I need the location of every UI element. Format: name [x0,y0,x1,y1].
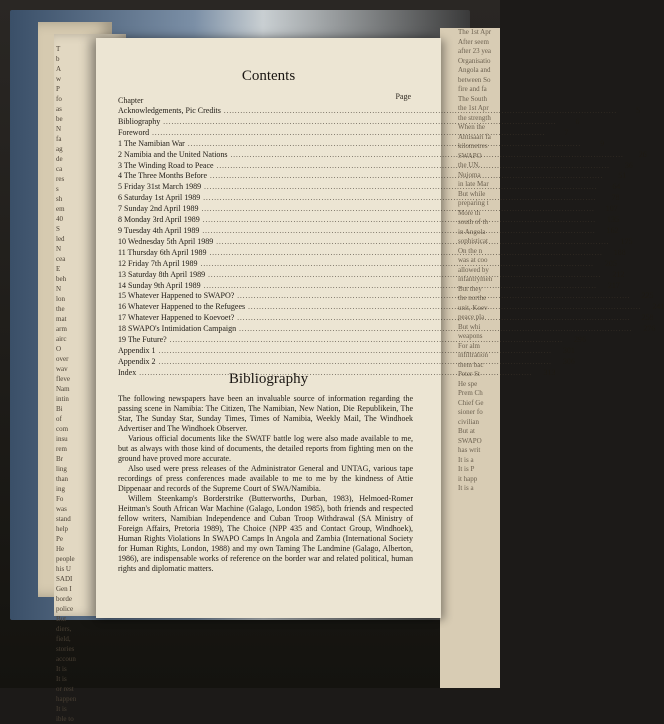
edge-text-line: after 23 yea [458,47,492,55]
edge-text-line: Gen I [56,585,72,593]
edge-text-line: the [56,305,65,313]
edge-text-line: P [56,85,60,93]
edge-text-line: Nam [56,385,70,393]
toc-entry-title: 19 The Future? [118,335,167,345]
edge-text-line: More th [458,208,481,217]
edge-text-line: airc [56,335,67,343]
toc-entry-title: 6 Saturday 1st April 1989 [118,193,201,203]
edge-text-line: people [56,555,75,563]
edge-text-line: ing [56,485,65,493]
edge-text-line: The 1st Apr [458,28,492,36]
edge-text-line: Bi [56,405,63,413]
toc-entry-title: 12 Friday 7th April 1989 [118,258,198,268]
edge-text-line: in late Mar [458,180,489,188]
edge-text-line: Chief Ge [458,398,484,407]
contents-title: Contents [241,68,296,84]
edge-text-line: civilian [458,417,479,426]
toc-entry-title: 4 The Three Months Before [118,171,208,181]
edge-text-line: Nujoma [458,170,481,179]
toc-entry-title: Appendix 2 [118,356,156,366]
edge-text-line: N [56,285,62,293]
edge-text-line: happen [56,695,77,703]
edge-text-line: On the n [458,246,483,255]
edge-text-line: infiltration [458,351,488,359]
edge-text-line: stand [56,515,71,523]
edge-text-line: For alm [458,341,480,350]
toc-entry-page: 51 [618,171,627,181]
toc-entry-page: 296 [573,335,586,345]
toc-entry-page: 9 [600,138,605,148]
edge-text-line: fa [56,135,62,143]
edge-text-line: T [56,45,61,53]
toc-leader-dots [210,172,603,182]
toc-entry-title: Foreword [118,127,150,137]
edge-text-line: field, [56,635,71,643]
toc-entry-title: 2 Namibia and the United Nations [118,149,228,159]
edge-text-line: allowed by [458,265,489,274]
bibliography-paragraph: Also used were press releases of the Administrator General and UNTAG, various tape recordings of press conferences made available to me to me by the kindness of Attie Dippenaar and records of the Supreme Court of SWA/Namibia. [118,464,413,493]
toc-leader-dots [152,129,545,139]
edge-text-line: infantrymen [458,275,493,283]
edge-text-line: than [56,475,69,483]
edge-text-line: them bac [458,360,484,369]
toc-leader-dots [203,216,596,226]
edge-text-line: em [56,205,65,213]
toc-leader-dots [170,336,563,346]
toc-entry-page: 217 [607,280,620,290]
page-column-header: Page [395,92,411,101]
edge-text-line: SWAPO [458,151,482,160]
toc-leader-dots [224,107,617,117]
toc-entry-page: 258 [641,313,654,323]
toc-entry-title: Acknowledgements, Pic Credits [118,106,221,115]
edge-text-line: Peter St [458,370,480,378]
edge-text-line: it happ [458,474,478,483]
edge-text-line: It is [56,665,67,673]
left-page-text-fragments [56,44,96,723]
edge-text-line: SADI [56,575,73,583]
toc-entry-title: 8 Monday 3rd April 1989 [118,215,200,225]
toc-entry-title: 17 Whatever Happened to Koevoet? [118,313,235,323]
edge-text-line: weapons [458,332,483,340]
toc-entry-page: 241 [652,302,664,312]
toc-entry-title: 5 Friday 31st March 1989 [118,182,202,192]
toc-entry-page: 6 [575,116,580,126]
edge-text-line: mat [56,315,67,323]
chapter-column-header: Chapter [118,96,144,105]
edge-text-line: sophisticat [458,237,488,245]
edge-text-line: fleve [56,375,70,383]
edge-text-line: Angola and [458,66,491,74]
edge-text-line: But they [458,284,482,293]
edge-text-line: But whi [458,322,481,331]
toc-leader-dots [239,322,632,335]
edge-text-line: insu [56,435,68,443]
edge-text-line: diers, [56,625,72,633]
edge-text-line: But [56,615,67,623]
edge-text-line: between So [458,75,491,84]
edge-text-line: It is a [458,455,474,464]
edge-text-line: unit, Koev [458,303,488,312]
edge-text-line: wav [56,365,68,373]
edge-text-line: was at coo [458,256,488,264]
toc-leader-dots [231,151,624,161]
toc-leader-dots [237,292,630,302]
toc-leader-dots [163,118,556,128]
edge-text-line: It is [56,675,67,683]
toc-leader-dots [204,282,597,292]
toc-entry-page: 5 [636,106,641,115]
edge-text-line: the northe [458,294,487,302]
toc-entry-page: 175 [620,236,633,246]
edge-text-line: It is [56,705,67,713]
toc-entry-title: 18 SWAPO's Intimidation Campaign [118,324,237,334]
toc-entry-title: 11 Thursday 6th April 1989 [118,247,207,257]
toc-entry-title: 10 Wednesday 5th April 1989 [118,236,214,246]
edge-text-line: accoun [56,655,76,663]
toc-entry-page: 135 [607,215,620,225]
edge-text-line: as [56,105,62,113]
edge-text-line: ible to [56,715,74,723]
bibliography-text [118,394,413,574]
edge-text-line: intin [56,395,69,403]
bibliography-title: Bibliography [228,371,309,387]
edge-text-line: Br [56,455,63,463]
toc-entry-title: Index [118,367,137,377]
toc-entry-page: 306 [562,356,575,366]
edge-text-line: N [56,125,62,133]
edge-text-line: b [56,55,60,63]
edge-text-line: fire and fa [458,85,487,93]
edge-text-line: arm [56,325,67,333]
edge-text-line: It is P [458,465,475,473]
edge-text-line: A [56,65,62,73]
toc-entry-page: 313 [543,367,556,377]
edge-text-line: s [56,185,59,193]
edge-text-line: cea [56,255,66,263]
edge-text-line: lon [56,295,65,303]
edge-text-line: of [56,415,62,423]
edge-text-line: res [56,175,65,183]
edge-text-line: ca [56,165,63,173]
edge-text-line: the 1st Apr [458,104,489,112]
edge-text-line: When the [458,123,486,131]
edge-text-line: Organisatio [458,56,491,65]
toc-entry-page: 7 [564,127,569,137]
edge-text-line: He spe [458,379,478,388]
toc-entry-page: 205 [604,258,617,268]
edge-text-line: south of th [458,218,488,226]
edge-text-line: the UN. [458,161,481,169]
edge-text-line: sh [56,195,63,203]
edge-text-line: O [56,345,62,353]
edge-text-line: sioner fo [458,408,483,416]
edge-text-line: be [56,115,63,123]
toc-entry-page: 212 [612,269,625,279]
toc-entry-title: 3 The Winding Road to Peace [118,160,214,170]
edge-text-line: Pe [56,535,63,543]
edge-text-line: ling [56,465,67,473]
edge-text-line: beh [56,275,67,283]
toc-entry-page: 107 [605,204,618,214]
toc-entry-title: 1 The Namibian War [118,138,185,148]
edge-text-line: Prem Ch [458,389,483,397]
toc-leader-dots [217,162,610,172]
edge-text-line: the strength [458,113,491,122]
toc-entry-page: 162 [606,225,619,235]
edge-text-line: led [56,235,65,243]
toc-entry-title: 13 Saturday 8th April 1989 [118,269,206,279]
toc-entry-page: 36 [624,160,633,170]
edge-text-line: ag [56,145,63,153]
toc-leader-dots [188,140,581,150]
toc-leader-dots [159,358,552,368]
toc-leader-dots [209,246,602,259]
edge-text-line: in Angola [458,227,486,236]
edge-text-line: peace pla [458,313,485,321]
edge-text-line: police [56,605,74,613]
edge-text-line: com [56,425,69,433]
toc-entry-title: 9 Tuesday 4th April 1989 [118,225,200,235]
toc-leader-dots [204,183,597,193]
toc-leader-dots [216,238,609,248]
bibliography-paragraph: The following newspapers have been an invaluable source of information regarding the passing scene in Namibia: The Citizen, The Namibian, New Nation, Die Republikein, The Star, The Sunday Star, Sunday Times, Times of Namibia, Weekly Mail, The Windhoek Advertiser and The Windhoek Observer. [118,394,413,433]
toc-leader-dots [201,205,594,215]
bibliography-paragraph: Willem Steenkamp's Borderstrike (Butterworths, Durban, 1983), Helmoed-Romer Heitman's South African War Machine (Galago, London 1985), both friends and respected fellow writers, Namibian Independence and Cuban Troop Withdrawal (SA Ministry of Foreign Affairs, Pretoria 1989), The Choice (NPP 435 and Contact Group, Windhoek), Human Rights Violations In SWAPO Camps In Angola and Zambia (International Society for Human Rights, London, 1988) and my own Taming The Landmine (Galago, Alberton, 1986), are indispensable works of reference on the border war and related political, human rights and diplomatic matters. [118,494,413,573]
toc-leader-dots [237,314,630,324]
edge-text-line: After seem [458,37,489,46]
edge-text-line: borde [56,595,72,603]
toc-entry-page: 64 [612,182,621,192]
edge-text-line: But while [458,189,486,198]
edge-text-line: was [56,505,67,513]
edge-text-line: 40 [56,215,63,223]
toc-entry-title: 14 Sunday 9th April 1989 [118,280,201,290]
edge-text-line: fo [56,95,62,103]
edge-text-line: w [56,75,62,83]
edge-text-line: rem [56,445,67,453]
toc-leader-dots [159,347,552,357]
edge-text-line: de [56,155,63,163]
toc-entry-page: 26 [638,149,647,159]
toc-entry-title: Appendix 1 [118,345,156,355]
toc-entry-page: 276 [643,324,656,334]
toc-leader-dots [202,227,595,237]
toc-entry-title: 16 Whatever Happened to the Refugees [118,302,246,312]
edge-text-line: has writ [458,446,481,454]
edge-text-line: help [56,525,69,533]
edge-text-line: kilometres [458,142,488,150]
bibliography-paragraph: Various official documents like the SWATF battle log were also made available to me, but as always with those kind of documents, the detailed reports from fighting men on the ground have proved more accurate. [118,434,413,463]
edge-text-line: He [56,545,65,553]
edge-text-line: N [56,245,62,253]
toc-entry-title: 7 Sunday 2nd April 1989 [118,204,199,214]
edge-text-line: S [56,225,60,233]
toc-entry-page: 301 [562,345,575,355]
toc-entry-page: 225 [641,291,654,301]
edge-text-line: Ahtisaari fa [458,132,491,141]
edge-text-line: It is a [458,484,474,492]
edge-text-line: But at [458,427,475,435]
edge-text-line: The South [458,94,487,103]
edge-text-line: E [56,265,61,273]
edge-text-line: stories [56,645,75,653]
toc-leader-dots [248,303,641,313]
edge-text-line: his U [56,565,71,573]
toc-entry-page: 78 [611,193,620,203]
toc-entry-title: Bibliography [118,116,161,126]
toc-entry-page: 188 [613,247,626,257]
toc-entry-title: 15 Whatever Happened to SWAPO? [118,291,235,301]
toc-leader-dots [201,260,594,270]
edge-text-line: or rest [56,685,74,693]
edge-text-line: SWAPO [458,436,482,445]
edge-text-line: over [56,355,69,363]
toc-leader-dots [208,271,601,281]
toc-leader-dots [203,194,596,204]
edge-text-line: Fo [56,495,64,503]
edge-text-line: preparing t [458,199,489,207]
